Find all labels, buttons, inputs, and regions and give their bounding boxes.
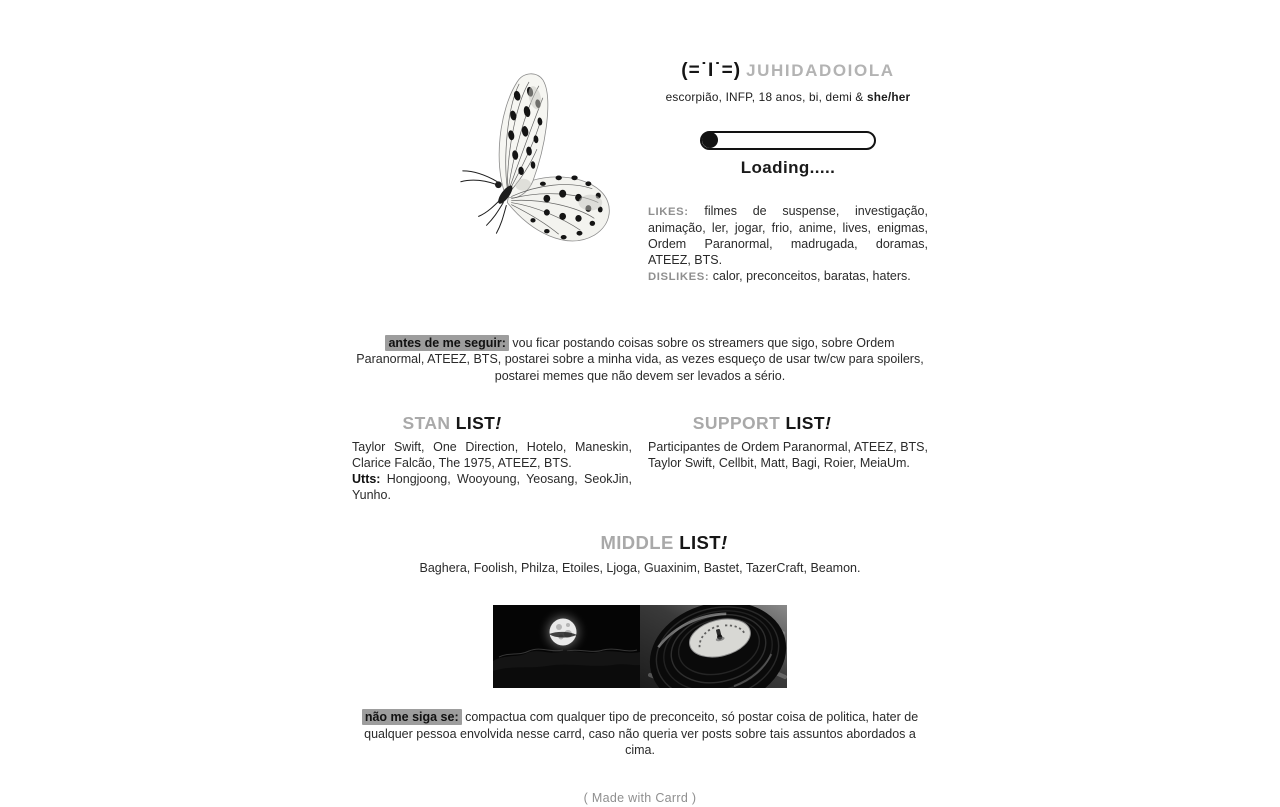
pronouns: she/her <box>866 89 911 104</box>
support-heading-bang: ! <box>824 413 832 434</box>
middle-heading-bang: ! <box>720 532 728 554</box>
utts-label: Utts: <box>352 472 381 487</box>
before-follow-label: antes de me seguir: <box>385 335 508 351</box>
loading-bar <box>700 131 876 150</box>
vinyl-record-gif <box>640 605 787 688</box>
likes-label: LIKES: <box>648 205 689 218</box>
before-follow-text: vou ficar postando coisas sobre os streamers que sigo, sobre Ordem Paranormal, ATEEZ, BTS, postarei sobre a minha vida, as vezes esqueço de usar tw/cw para spoilers, postarei memes que não devem ser levados a sério. <box>356 335 924 383</box>
gif-row <box>352 605 928 688</box>
dislikes-label: DISLIKES: <box>648 270 710 283</box>
before-follow-note <box>352 335 928 385</box>
loading-widget <box>648 131 928 178</box>
support-heading-rest: LIST <box>780 413 825 434</box>
bio-subtitle-text: escorpião, INFP, 18 anos, bi, demi & <box>665 89 867 104</box>
loading-progress-dot <box>702 132 718 148</box>
support-list-text: Participantes de Ordem Paranormal, ATEEZ, BTS, Taylor Swift, Cellbit, Matt, Bagi, Roier, MeiaUm. <box>648 440 928 471</box>
stan-heading-bang: ! <box>495 413 502 434</box>
page-title <box>648 60 928 83</box>
loading-label: Loading..... <box>740 157 836 177</box>
intro-text-column <box>648 56 928 285</box>
bio-subtitle <box>648 90 928 104</box>
likes-dislikes-block <box>648 203 928 285</box>
dislikes-text: calor, preconceitos, baratas, haters. <box>712 268 911 283</box>
username: JUHIDADOIOLA <box>746 61 895 80</box>
support-list <box>648 413 928 503</box>
moon-gif <box>493 605 640 688</box>
middle-list <box>352 532 928 575</box>
dont-follow-label: não me siga se: <box>362 709 462 725</box>
lists-section <box>352 413 928 503</box>
support-heading-accent: SUPPORT <box>692 413 781 434</box>
stan-heading-accent: STAN <box>402 413 451 434</box>
middle-heading-rest: LIST <box>673 532 721 554</box>
likes-paragraph <box>648 203 928 268</box>
stan-names: Taylor Swift, One Direction, Hotelo, Maneskin, Clarice Falcão, The 1975, ATEEZ, BTS. <box>352 440 632 471</box>
dislikes-paragraph <box>648 268 928 285</box>
utts-names: Hongjoong, Wooyoung, Yeosang, SeokJin, Yunho. <box>352 472 632 503</box>
stan-list-text <box>352 439 632 503</box>
middle-list-text: Baghera, Foolish, Philza, Etoiles, Ljoga, Guaxinim, Bastet, TazerCraft, Beamon. <box>419 561 861 576</box>
stan-list <box>352 413 632 503</box>
butterfly-icon <box>444 66 622 258</box>
stan-heading-rest: LIST <box>450 413 496 434</box>
likes-text: filmes de suspense, investigação, animação, ler, jogar, frio, anime, lives, enigmas, Ordem Paranormal, madrugada, doramas, ATEEZ, BTS. <box>648 203 928 267</box>
support-list-heading <box>622 413 902 434</box>
stan-list-heading <box>312 413 592 434</box>
intro-section <box>352 56 928 285</box>
dont-follow-text: compactua com qualquer tipo de preconceito, só postar coisa de politica, hater de qualquer pessoa envolvida nesse carrd, caso não queria ver posts sobre tais assuntos abordados a cima. <box>364 710 919 758</box>
dont-follow-note <box>352 709 928 759</box>
middle-heading-accent: MIDDLE <box>600 532 674 554</box>
carrd-bio-page <box>352 0 928 807</box>
made-with-carrd-link[interactable]: ( Made with Carrd ) <box>583 790 697 805</box>
cat-kaomoji: (=˙I˙=) <box>681 60 742 81</box>
page-footer <box>352 789 928 807</box>
butterfly-image <box>352 56 632 285</box>
middle-list-heading <box>376 532 952 554</box>
